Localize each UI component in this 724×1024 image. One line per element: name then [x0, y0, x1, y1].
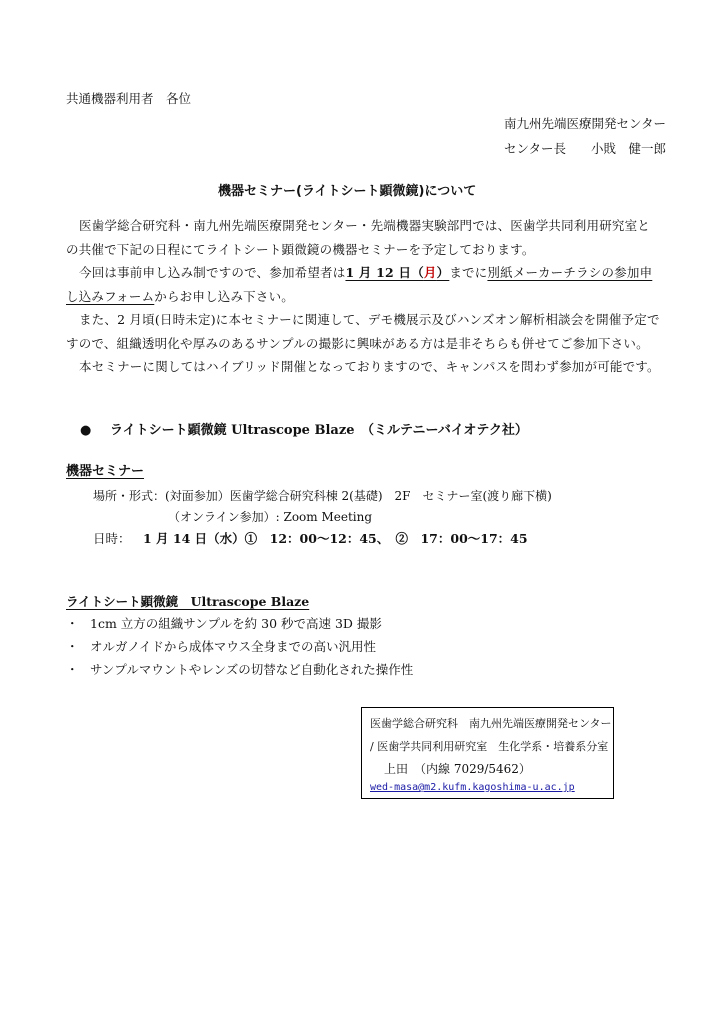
seminar-date-label: 日時： [93, 531, 131, 546]
contact-box [361, 707, 614, 799]
seminar-place-onsite: (対面参加）医歯学総合研究科棟 2(基礎) 2F セミナー室(渡り廊下横) [165, 489, 552, 503]
feature-item [66, 637, 376, 655]
deadline-weekday: 月 [423, 265, 437, 280]
sender-name: センター長 小戝 健一郎 [504, 141, 667, 156]
intro-paragraph-1 [66, 214, 662, 261]
feature-item-text: オルガノイドから成体マウス全身までの高い汎用性 [90, 639, 377, 654]
seminar-place [93, 487, 552, 504]
contact-email-link[interactable]: wed-masa@m2.kufm.kagoshima-u.ac.jp [370, 782, 575, 793]
document-title: 機器セミナー(ライトシート顕微鏡)について [218, 184, 477, 199]
seminar-place-label: 場所・形式： [93, 489, 166, 503]
feature-item [66, 660, 413, 678]
contact-department: 医歯学総合研究科 南九州先端医療開発センター [370, 717, 612, 730]
feature-item-text: サンプルマウントやレンズの切替など自動化された操作性 [90, 662, 414, 677]
product-heading-text: ライトシート顕微鏡 Ultrascope Blaze （ミルテニーバイオテク社） [110, 423, 528, 438]
registration-form-link-2[interactable]: し込みフォーム [66, 288, 155, 304]
feature-item [66, 614, 382, 632]
bullet-icon: ・ [66, 616, 79, 631]
seminar-date-value: 1 月 14 日（水）① 12：00～12：45、 ② 17：00～17：45 [143, 531, 528, 546]
deadline-date [345, 265, 449, 280]
registration-form-link-1[interactable]: 別紙メーカーチラシの参加申 [487, 265, 653, 280]
intro-paragraph-2 [66, 261, 662, 308]
bullet-icon: ● [80, 423, 92, 438]
bullet-icon: ・ [66, 639, 79, 654]
deadline-date-text: 1 月 12 日（ [345, 265, 424, 280]
intro-p3-line1: また、2 月頃(日時未定)に本セミナーに関連して、デモ機展示及びハンズオン解析相談会を開催予定で [79, 312, 660, 327]
intro-p2-pre: 今回は事前申し込み制ですので、参加希望者は [79, 265, 346, 280]
intro-p2-post: からお申し込み下さい。 [154, 288, 294, 304]
product-heading [80, 419, 528, 438]
contact-subdepartment: / 医歯学共同利用研究室 生化学系・培養系分室 [370, 740, 609, 753]
intro-p2-mid: までに [449, 265, 488, 280]
addressee: 共通機器利用者 各位 [66, 91, 192, 106]
bullet-icon: ・ [66, 662, 79, 677]
intro-paragraph-4 [66, 355, 662, 379]
intro-paragraph-3 [66, 308, 662, 355]
features-heading: ライトシート顕微鏡 Ultrascope Blaze [66, 594, 310, 609]
intro-p4: 本セミナーに関してはハイブリッド開催となっておりますので、キャンパスを問わず参加が可能です。 [79, 359, 660, 374]
contact-person: 上田 （内線 7029/5462） [384, 762, 531, 776]
sender-organization: 南九州先端医療開発センター [504, 116, 667, 131]
intro-p1-line1: 医歯学総合研究科・南九州先端医療開発センター・先端機器実験部門では、医歯学共同利用研究室と [79, 218, 651, 233]
intro-p1-line2: の共催で下記の日程にてライトシート顕微鏡の機器セミナーを予定しております。 [66, 241, 535, 257]
intro-p3-line2: すので、組織透明化や厚みのあるサンプルの撮影に興味がある方は是非そちらも併せてご参加下さい。 [66, 335, 649, 351]
seminar-datetime [93, 529, 528, 547]
seminar-place-online: （オンライン参加）: Zoom Meeting [168, 510, 373, 524]
deadline-date-close: ） [436, 265, 450, 280]
feature-item-text: 1cm 立方の組織サンプルを約 30 秒で高速 3D 撮影 [90, 616, 382, 631]
seminar-heading: 機器セミナー [66, 464, 145, 479]
